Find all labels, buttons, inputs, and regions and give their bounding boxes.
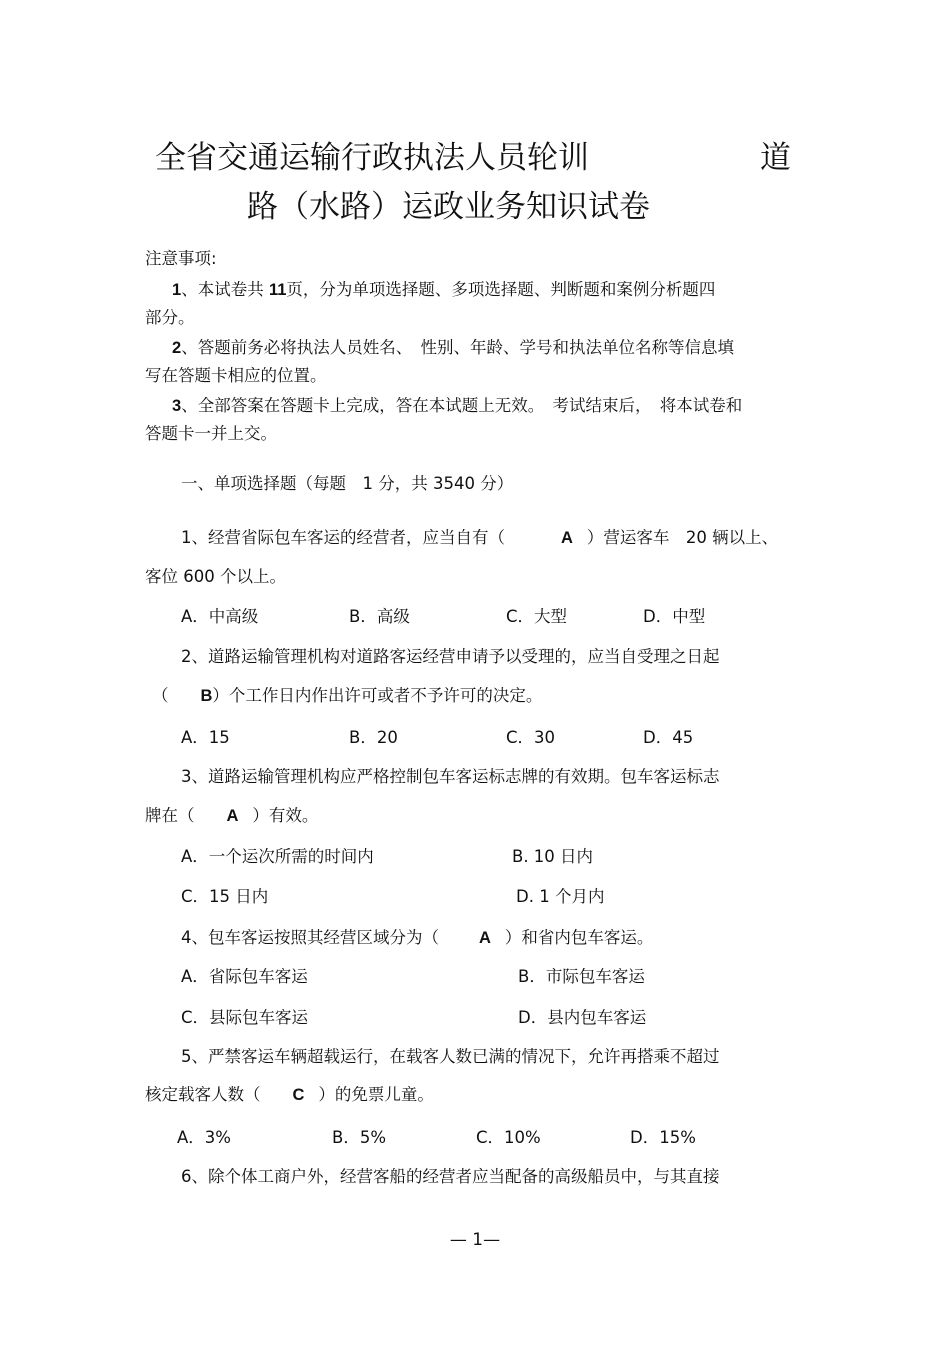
question-5-option-b: B．5% xyxy=(332,1128,386,1147)
question-4-option-b: B．市际包车客运 xyxy=(518,967,645,986)
exam-title-line1: 全省交通运输行政执法人员轮训 xyxy=(155,140,589,176)
note-3-cont: 答题卡一并上交。 xyxy=(145,424,277,443)
question-4-option-c: C．县际包车客运 xyxy=(181,1008,309,1027)
note-2-text: 、答题前务必将执法人员姓名、 性别、年龄、学号和执法单位名称等信息填 xyxy=(181,338,734,357)
question-3-pre: 牌在（ xyxy=(145,806,195,825)
note-1-post: 页，分为单项选择题、多项选择题、判断题和案例分析题四 xyxy=(286,280,716,299)
question-1-option-d: D．中型 xyxy=(643,607,706,626)
question-5: 5、严禁客运车辆超载运行，在载客人数已满的情况下，允许再搭乘不超过 xyxy=(181,1047,720,1066)
note-2-cont: 写在答题卡相应的位置。 xyxy=(145,366,327,385)
question-5-pre: 核定载客人数（ xyxy=(145,1085,261,1104)
question-4-option-a: A．省际包车客运 xyxy=(181,967,308,986)
question-3-post: ）有效。 xyxy=(252,806,319,825)
question-1-answer: A xyxy=(561,529,573,547)
question-5-option-d: D．15% xyxy=(630,1128,696,1147)
question-3-option-a: A．一个运次所需的时间内 xyxy=(181,847,374,866)
page-number: — 1— xyxy=(449,1230,501,1250)
question-4-option-d: D．县内包车客运 xyxy=(518,1008,647,1027)
question-2-answer: B xyxy=(200,687,213,705)
note-2-number: 2 xyxy=(172,339,182,357)
question-2: 2、道路运输管理机构对道路客运经营申请予以受理的，应当自受理之日起 xyxy=(181,647,720,666)
note-3-number: 3 xyxy=(172,397,182,415)
question-5-post: ）的免票儿童。 xyxy=(318,1085,434,1104)
question-1-option-a: A．中高级 xyxy=(181,607,259,626)
question-4-answer: A xyxy=(479,929,491,947)
section-heading: 一、单项选择题（每题 1 分，共 3540 分） xyxy=(181,474,514,493)
question-5-answer: C xyxy=(292,1086,305,1104)
note-1-pre: 、本试卷共 xyxy=(181,280,269,299)
note-3-text: 、全部答案在答题卡上完成，答在本试题上无效。 考试结束后， 将本试卷和 xyxy=(181,396,743,415)
question-5-option-c: C．10% xyxy=(476,1128,541,1147)
question-3-option-c: C．15 日内 xyxy=(181,887,269,906)
question-1-post: ）营运客车 20 辆以上、 xyxy=(586,528,779,547)
question-3-cont xyxy=(145,805,318,827)
question-1-cont: 客位 600 个以上。 xyxy=(145,567,286,586)
question-3-answer: A xyxy=(226,807,239,825)
question-2-option-c: C．30 xyxy=(506,728,556,747)
note-1-cont: 部分。 xyxy=(145,308,195,327)
question-2-cont xyxy=(152,685,542,707)
question-5-cont xyxy=(145,1084,434,1106)
note-1-number: 1 xyxy=(172,281,182,299)
question-1 xyxy=(181,527,778,549)
question-1-option-c: C．大型 xyxy=(506,607,568,626)
question-1-pre: 1、经营省际包车客运的经营者，应当自有（ xyxy=(181,528,505,547)
note-3 xyxy=(172,395,742,417)
note-1-pages: 11 xyxy=(268,281,287,299)
question-4-post: ）和省内包车客运。 xyxy=(504,928,654,947)
exam-title-line2: 路（水路）运政业务知识试卷 xyxy=(247,189,650,225)
note-2 xyxy=(172,337,734,359)
question-2-option-a: A．15 xyxy=(181,728,230,747)
question-2-option-b: B．20 xyxy=(349,728,398,747)
question-2-option-d: D．45 xyxy=(643,728,694,747)
question-5-option-a: A．3% xyxy=(177,1128,231,1147)
question-2-post: ）个工作日内作出许可或者不予许可的决定。 xyxy=(212,686,543,705)
question-1-option-b: B．高级 xyxy=(349,607,410,626)
question-6: 6、除个体工商户外，经营客船的经营者应当配备的高级船员中，与其直接 xyxy=(181,1167,720,1186)
exam-title-line1-tail: 道 xyxy=(760,140,791,176)
question-2-open: （ xyxy=(152,686,169,705)
notes-heading: 注意事项: xyxy=(145,249,217,268)
question-4-pre: 4、包车客运按照其经营区域分为（ xyxy=(181,928,439,947)
question-3-option-d: D. 1 个月内 xyxy=(516,887,605,906)
question-4 xyxy=(181,927,653,949)
question-3-option-b: B. 10 日内 xyxy=(512,847,594,866)
note-1 xyxy=(172,279,715,301)
question-3: 3、道路运输管理机构应严格控制包车客运标志牌的有效期。包车客运标志 xyxy=(181,767,720,786)
